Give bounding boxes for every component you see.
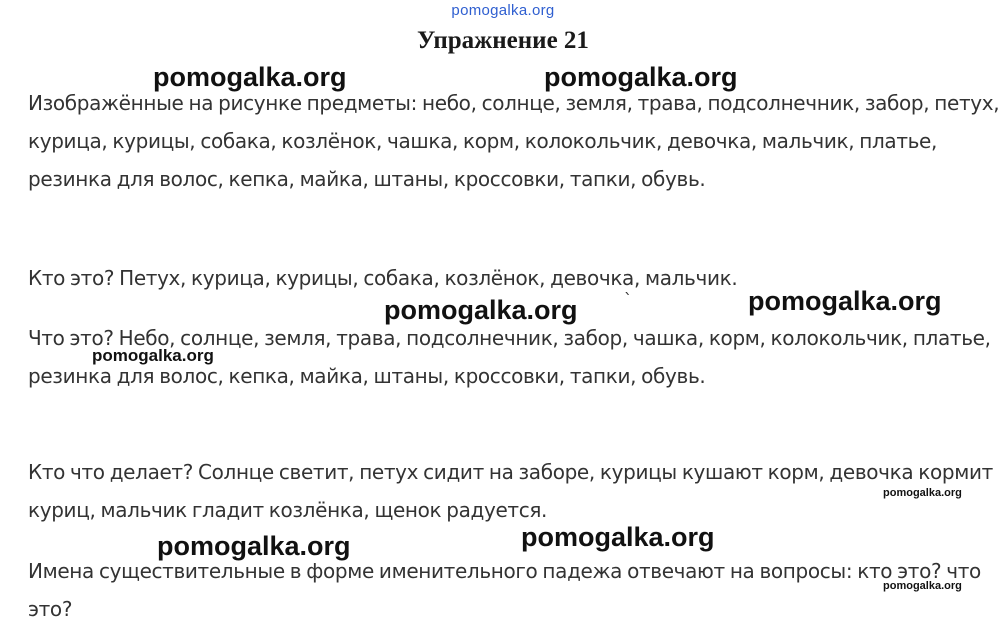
watermark: pomogalka.org (157, 531, 351, 561)
watermark: pomogalka.org (883, 487, 962, 499)
paragraph-actions: Кто что делает? Солнце светит, петух сидит на заборе, курицы кушают корм, девочка кормит куриц, мальчик гладит козлёнка, щенок радуется. (28, 460, 993, 522)
watermark: pomogalka.org (521, 522, 715, 552)
paragraph-who: Кто это? Петух, курица, курицы, собака, козлёнок, девочка, мальчик. (28, 266, 738, 290)
paragraph-what: Что это? Небо, солнце, земля, трава, подсолнечник, забор, чашка, корм, колокольчик, платье, резинка для волос, кепка, майка, штаны, кроссовки, тапки, обувь. (28, 326, 991, 388)
page-title: Упражнение 21 (417, 27, 589, 54)
watermark: pomogalka.org (384, 295, 578, 325)
watermark: pomogalka.org (92, 346, 214, 365)
watermark: pomogalka.org (153, 62, 347, 92)
paragraph-rule: Имена существительные в форме именительного падежа отвечают на вопросы: кто это? что это? (28, 559, 981, 621)
watermark: pomogalka.org (748, 286, 942, 316)
watermark: pomogalka.org (883, 580, 962, 592)
watermark: pomogalka.org (544, 62, 738, 92)
stray-mark: ` (624, 290, 632, 309)
paragraph-objects: Изображённые на рисунке предметы: небо, солнце, земля, трава, подсолнечник, забор, петух, курица, курицы, собака, козлёнок, чашка, корм, колокольчик, девочка, мальчик, платье, резинка для волос, кепка, майка, штаны, кроссовки, тапки, обувь. (28, 91, 1000, 191)
top-watermark: pomogalka.org (451, 2, 555, 19)
